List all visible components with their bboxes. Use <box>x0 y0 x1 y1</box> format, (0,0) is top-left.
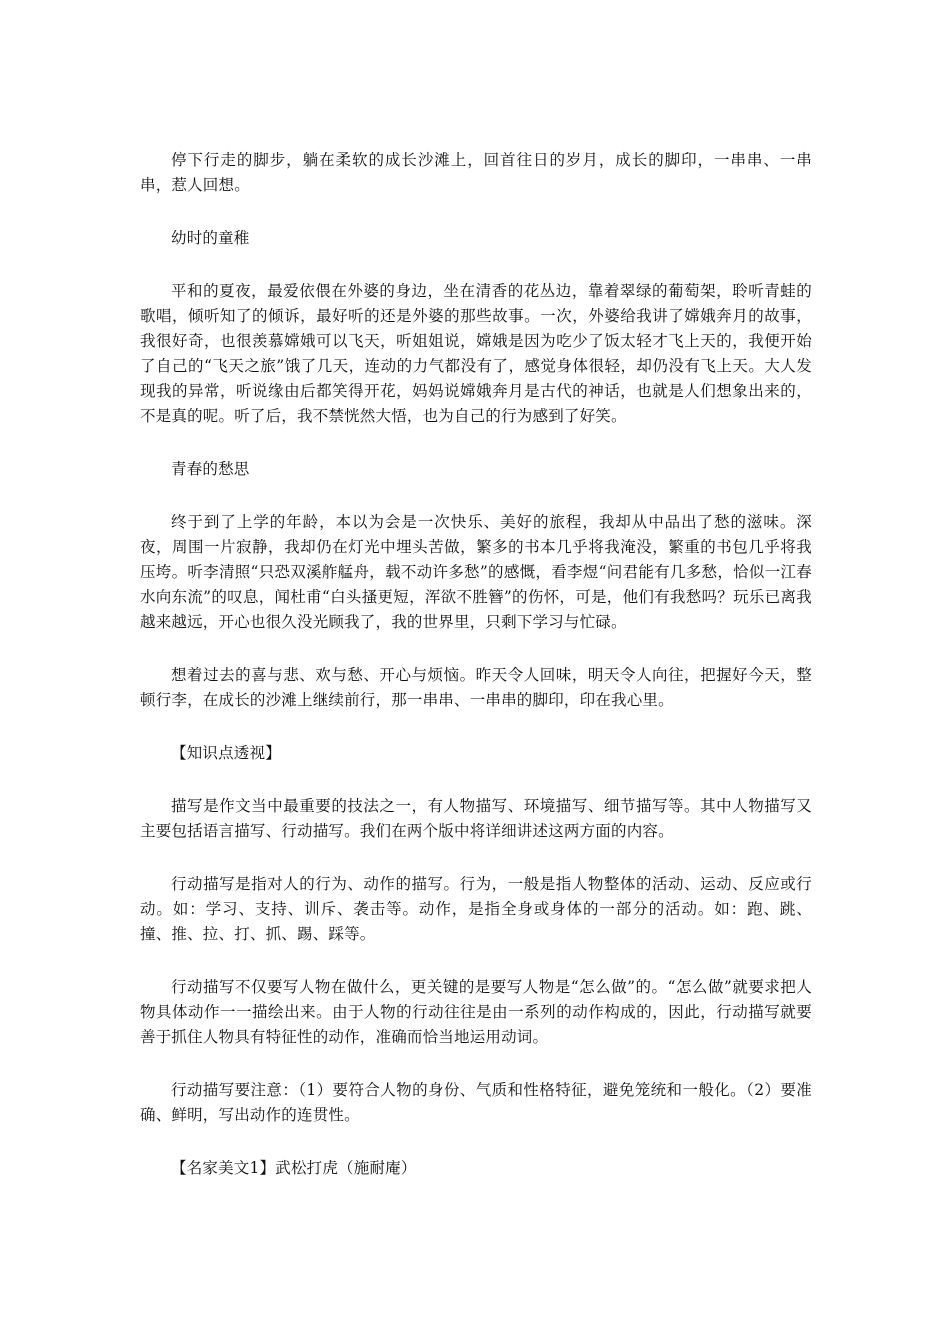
section-heading-childhood: 幼时的童稚 <box>171 229 250 247</box>
childhood-paragraph: 平和的夏夜，最爱依偎在外婆的身边，坐在清香的花丛边，靠着翠绿的葡萄架，聆听青蛙的歌唱，倾听知了的倾诉，最好听的还是外婆的那些故事。一次，外婆给我讲了嫦娥奔月的故事，我很好奇，也很羡慕嫦娥可以飞天，听姐姐说，嫦娥是因为吃少了饭太轻才飞上天的，我便开始了自己的“飞天之旅”饿了几天，连动的力气都没有了，感觉身体很轻，却仍没有飞上天。大人发现我的异常，听说缘由后都笑得开花，妈妈说嫦娥奔月是古代的神话，也就是人们想象出来的，不是真的呢。听了后，我不禁恍然大悟，也为自己的行为感到了好笑。 <box>140 282 812 425</box>
section-heading-knowledge: 【知识点透视】 <box>171 744 281 762</box>
conclusion-paragraph: 想着过去的喜与悲、欢与愁、开心与烦恼。昨天令人回味，明天令人向往，把握好今天，整顿行李，在成长的沙滩上继续前行，那一串串、一串串的脚印，印在我心里。 <box>140 666 812 709</box>
youth-paragraph: 终于到了上学的年龄，本以为会是一次快乐、美好的旅程，我却从中品出了愁的滋味。深夜，周围一片寂静，我却仍在灯光中埋头苦做，繁多的书本几乎将我淹没，繁重的书包几乎将我压垮。听李清照“只恐双溪舴艋舟，载不动许多愁”的感慨，看李煜“问君能有几多愁，恰似一江春水向东流”的叹息，闻杜甫“白头搔更短，浑欲不胜簪”的伤怀，可是，他们有我愁吗？玩乐已离我越来越远，开心也很久没光顾我了，我的世界里，只剩下学习与忙碌。 <box>140 513 812 631</box>
section-heading-youth: 青春的愁思 <box>171 460 250 478</box>
action-notes-paragraph: 行动描写要注意：（1）要符合人物的身份、气质和性格特征，避免笼统和一般化。（2）要准确、鲜明，写出动作的连贯性。 <box>140 1081 812 1124</box>
action-how-paragraph: 行动描写不仅要写人物在做什么，更关键的是要写人物是“怎么做”的。“怎么做”就要求把人物具体动作一一描绘出来。由于人物的行动往往是由一系列的动作构成的，因此，行动描写就要善于抓住人物具有特征性的动作，准确而恰当地运用动词。 <box>140 978 812 1046</box>
document-body <box>140 148 812 1209</box>
intro-paragraph: 停下行走的脚步，躺在柔软的成长沙滩上，回首往日的岁月，成长的脚印，一串串、一串串，惹人回想。 <box>140 151 812 194</box>
action-definition-paragraph: 行动描写是指对人的行为、动作的描写。行为，一般是指人物整体的活动、运动、反应或行动。如：学习、支持、训斥、袭击等。动作，是指全身或身体的一部分的活动。如：跑、跳、撞、推、拉、打、抓、踢、踩等。 <box>140 875 812 943</box>
description-intro-paragraph: 描写是作文当中最重要的技法之一，有人物描写、环境描写、细节描写等。其中人物描写又主要包括语言描写、行动描写。我们在两个版中将详细讲述这两方面的内容。 <box>140 797 812 840</box>
section-heading-famous-text: 【名家美文1】武松打虎（施耐庵） <box>171 1159 417 1177</box>
